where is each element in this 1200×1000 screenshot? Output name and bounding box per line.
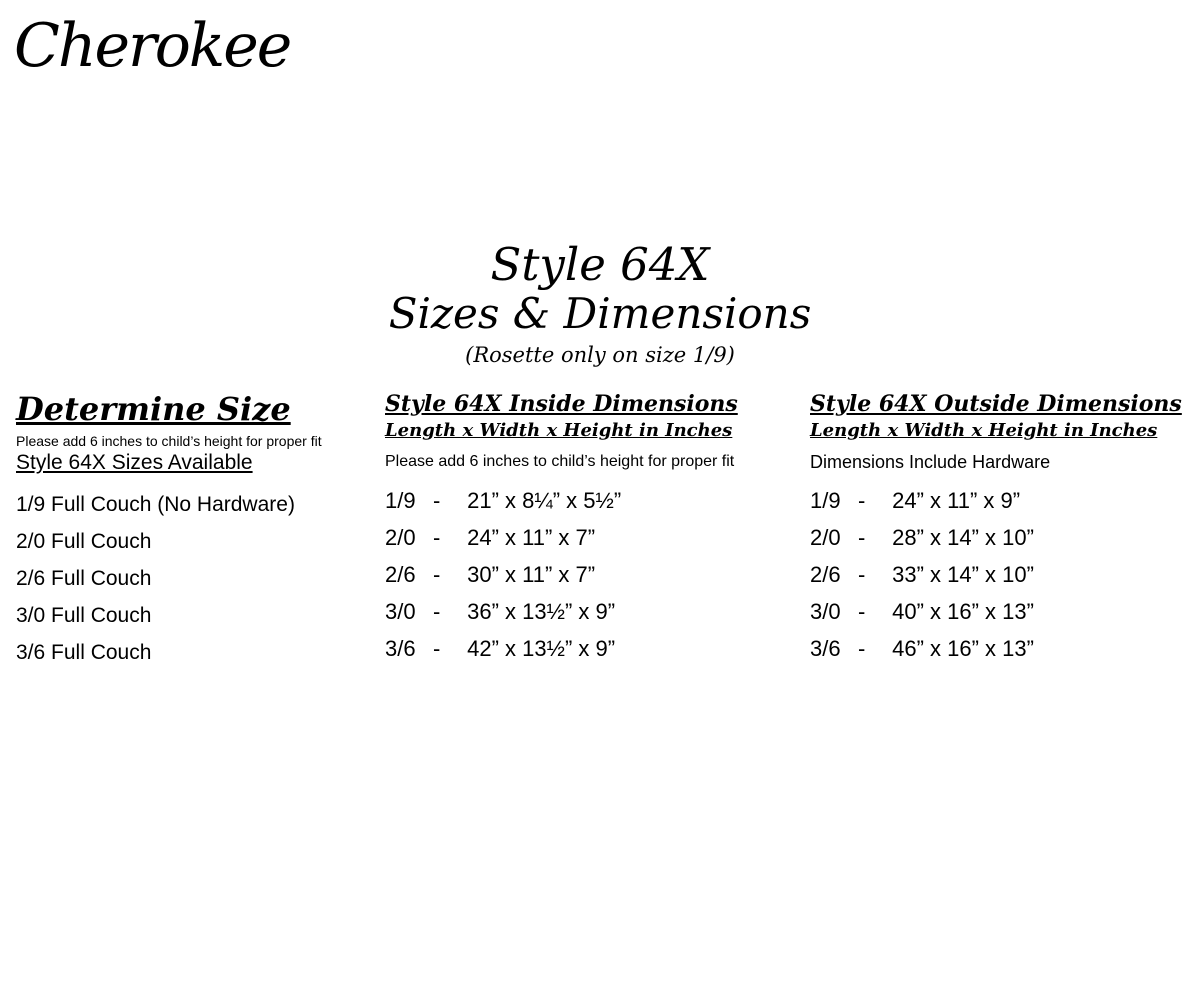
size-item: 3/6 Full Couch: [16, 641, 152, 664]
outside-dimensions-subheading: Length x Width x Height in Inches: [810, 420, 1158, 441]
outside-dimension-row: [810, 593, 1190, 630]
outside-dimension-row: [810, 630, 1190, 667]
size-item: 3/0 Full Couch: [16, 604, 152, 627]
dimension-value: 28” x 14” x 10”: [892, 525, 1034, 550]
dash-separator: -: [858, 525, 866, 550]
dimension-value: 33” x 14” x 10”: [892, 562, 1034, 587]
size-item: 1/9 Full Couch (No Hardware): [16, 493, 295, 516]
inside-dimension-row: [385, 593, 805, 630]
determine-size-column: [16, 390, 376, 671]
size-label: 1/9: [385, 488, 416, 513]
dash-separator: -: [433, 599, 441, 624]
dash-separator: -: [433, 636, 441, 661]
outside-dimensions-list: [810, 482, 1190, 667]
size-label: 3/0: [810, 599, 841, 624]
dimension-value: 42” x 13½” x 9”: [467, 636, 616, 661]
outside-dimension-row: [810, 519, 1190, 556]
size-label: 3/6: [385, 636, 416, 661]
inside-dimension-row: [385, 630, 805, 667]
size-label: 2/6: [810, 562, 841, 587]
dash-separator: -: [858, 636, 866, 661]
dimension-value: 40” x 16” x 13”: [892, 599, 1034, 624]
sizes-available-heading: Style 64X Sizes Available: [16, 451, 253, 474]
dimension-value: 36” x 13½” x 9”: [467, 599, 616, 624]
determine-size-heading: Determine Size: [16, 390, 291, 428]
dash-separator: -: [858, 562, 866, 587]
size-item: 2/6 Full Couch: [16, 567, 152, 590]
size-item: 2/0 Full Couch: [16, 530, 152, 553]
size-label: 3/6: [810, 636, 841, 661]
brand-logo: Cherokee: [14, 11, 291, 81]
dash-separator: -: [858, 599, 866, 624]
outside-dimensions-note: Dimensions Include Hardware: [810, 452, 1051, 472]
size-label: 2/6: [385, 562, 416, 587]
dimension-value: 30” x 11” x 7”: [467, 562, 596, 587]
dash-separator: -: [858, 488, 866, 513]
dimension-value: 24” x 11” x 7”: [467, 525, 596, 550]
dash-separator: -: [433, 488, 441, 513]
inside-dimensions-list: [385, 482, 805, 667]
size-label: 3/0: [385, 599, 416, 624]
determine-size-note: Please add 6 inches to child’s height for proper fit: [16, 433, 322, 449]
outside-dimensions-heading: Style 64X Outside Dimensions: [810, 391, 1182, 417]
inside-dimension-row: [385, 482, 805, 519]
size-list: [16, 486, 376, 671]
inside-dimension-row: [385, 556, 805, 593]
inside-dimensions-column: [385, 390, 805, 667]
page-subtitle: Sizes & Dimensions: [388, 289, 812, 338]
dash-separator: -: [433, 562, 441, 587]
dimension-value: 21” x 8¼” x 5½”: [467, 488, 622, 513]
dash-separator: -: [433, 525, 441, 550]
inside-dimensions-note: Please add 6 inches to child’s height for proper fit: [385, 453, 735, 470]
inside-dimensions-subheading: Length x Width x Height in Inches: [385, 420, 733, 441]
inside-dimension-row: [385, 519, 805, 556]
size-label: 2/0: [385, 525, 416, 550]
outside-dimension-row: [810, 556, 1190, 593]
outside-dimension-row: [810, 482, 1190, 519]
size-label: 2/0: [810, 525, 841, 550]
rosette-note: (Rosette only on size 1/9): [465, 343, 735, 367]
outside-dimensions-column: [810, 390, 1190, 667]
title-block: [0, 240, 1200, 368]
size-label: 1/9: [810, 488, 841, 513]
page-title: Style 64X: [490, 238, 710, 291]
dimension-value: 24” x 11” x 9”: [892, 488, 1021, 513]
dimension-value: 46” x 16” x 13”: [892, 636, 1034, 661]
inside-dimensions-heading: Style 64X Inside Dimensions: [385, 391, 738, 417]
